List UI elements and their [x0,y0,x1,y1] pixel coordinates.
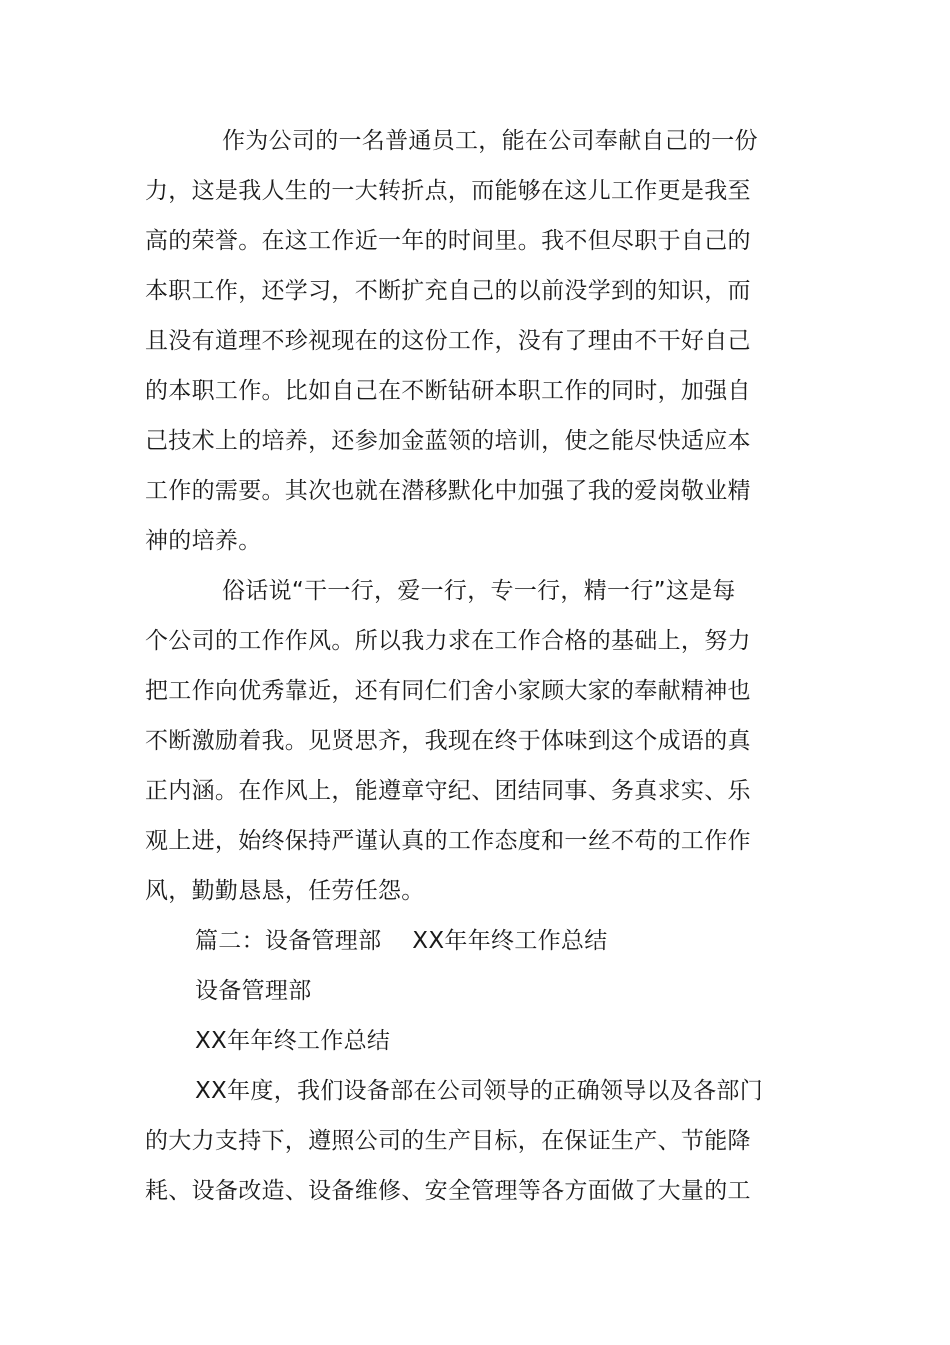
paragraph-1-line-7: 己技术上的培养，还参加金蓝领的培训，使之能尽快适应本 [145,428,751,454]
sub-heading-department: 设备管理部 [195,978,312,1004]
paragraph-1-line-2: 力，这是我人生的一大转折点，而能够在这儿工作更是我至 [145,178,751,204]
paragraph-1-line-5: 且没有道理不珍视现在的这份工作，没有了理由不干好自己 [145,328,751,354]
paragraph-3-line-1: XX年度，我们设备部在公司领导的正确领导以及各部门 [195,1078,764,1104]
paragraph-2-line-2: 个公司的工作作风。所以我力求在工作合格的基础上，努力 [145,628,751,654]
paragraph-3-line-3: 耗、设备改造、设备维修、安全管理等各方面做了大量的工 [145,1178,751,1204]
paragraph-2-line-6: 观上进，始终保持严谨认真的工作态度和一丝不苟的工作作 [145,828,751,854]
paragraph-1-line-4: 本职工作，还学习，不断扩充自己的以前没学到的知识，而 [145,278,751,304]
paragraph-2-line-4: 不断激励着我。见贤思齐，我现在终于体味到这个成语的真 [145,728,751,754]
section-heading: 篇二：设备管理部 XX年年终工作总结 [195,928,608,954]
paragraph-2-line-3: 把工作向优秀靠近，还有同仁们舍小家顾大家的奉献精神也 [145,678,751,704]
paragraph-1-line-3: 高的荣誉。在这工作近一年的时间里。我不但尽职于自己的 [145,228,751,254]
paragraph-1-line-6: 的本职工作。比如自己在不断钻研本职工作的同时，加强自 [145,378,751,404]
paragraph-2-line-1: 俗话说“干一行，爱一行，专一行，精一行”这是每 [222,578,736,604]
paragraph-1-line-8: 工作的需要。其次也就在潜移默化中加强了我的爱岗敬业精 [145,478,751,504]
sub-heading-title: XX年年终工作总结 [195,1028,391,1054]
paragraph-2-line-7: 风，勤勤恳恳，任劳任怨。 [145,878,425,904]
paragraph-2-line-5: 正内涵。在作风上，能遵章守纪、团结同事、务真求实、乐 [145,778,751,804]
paragraph-1-line-9: 神的培养。 [145,528,262,554]
paragraph-1-line-1: 作为公司的一名普通员工，能在公司奉献自己的一份 [222,128,758,154]
paragraph-3-line-2: 的大力支持下，遵照公司的生产目标，在保证生产、节能降 [145,1128,751,1154]
